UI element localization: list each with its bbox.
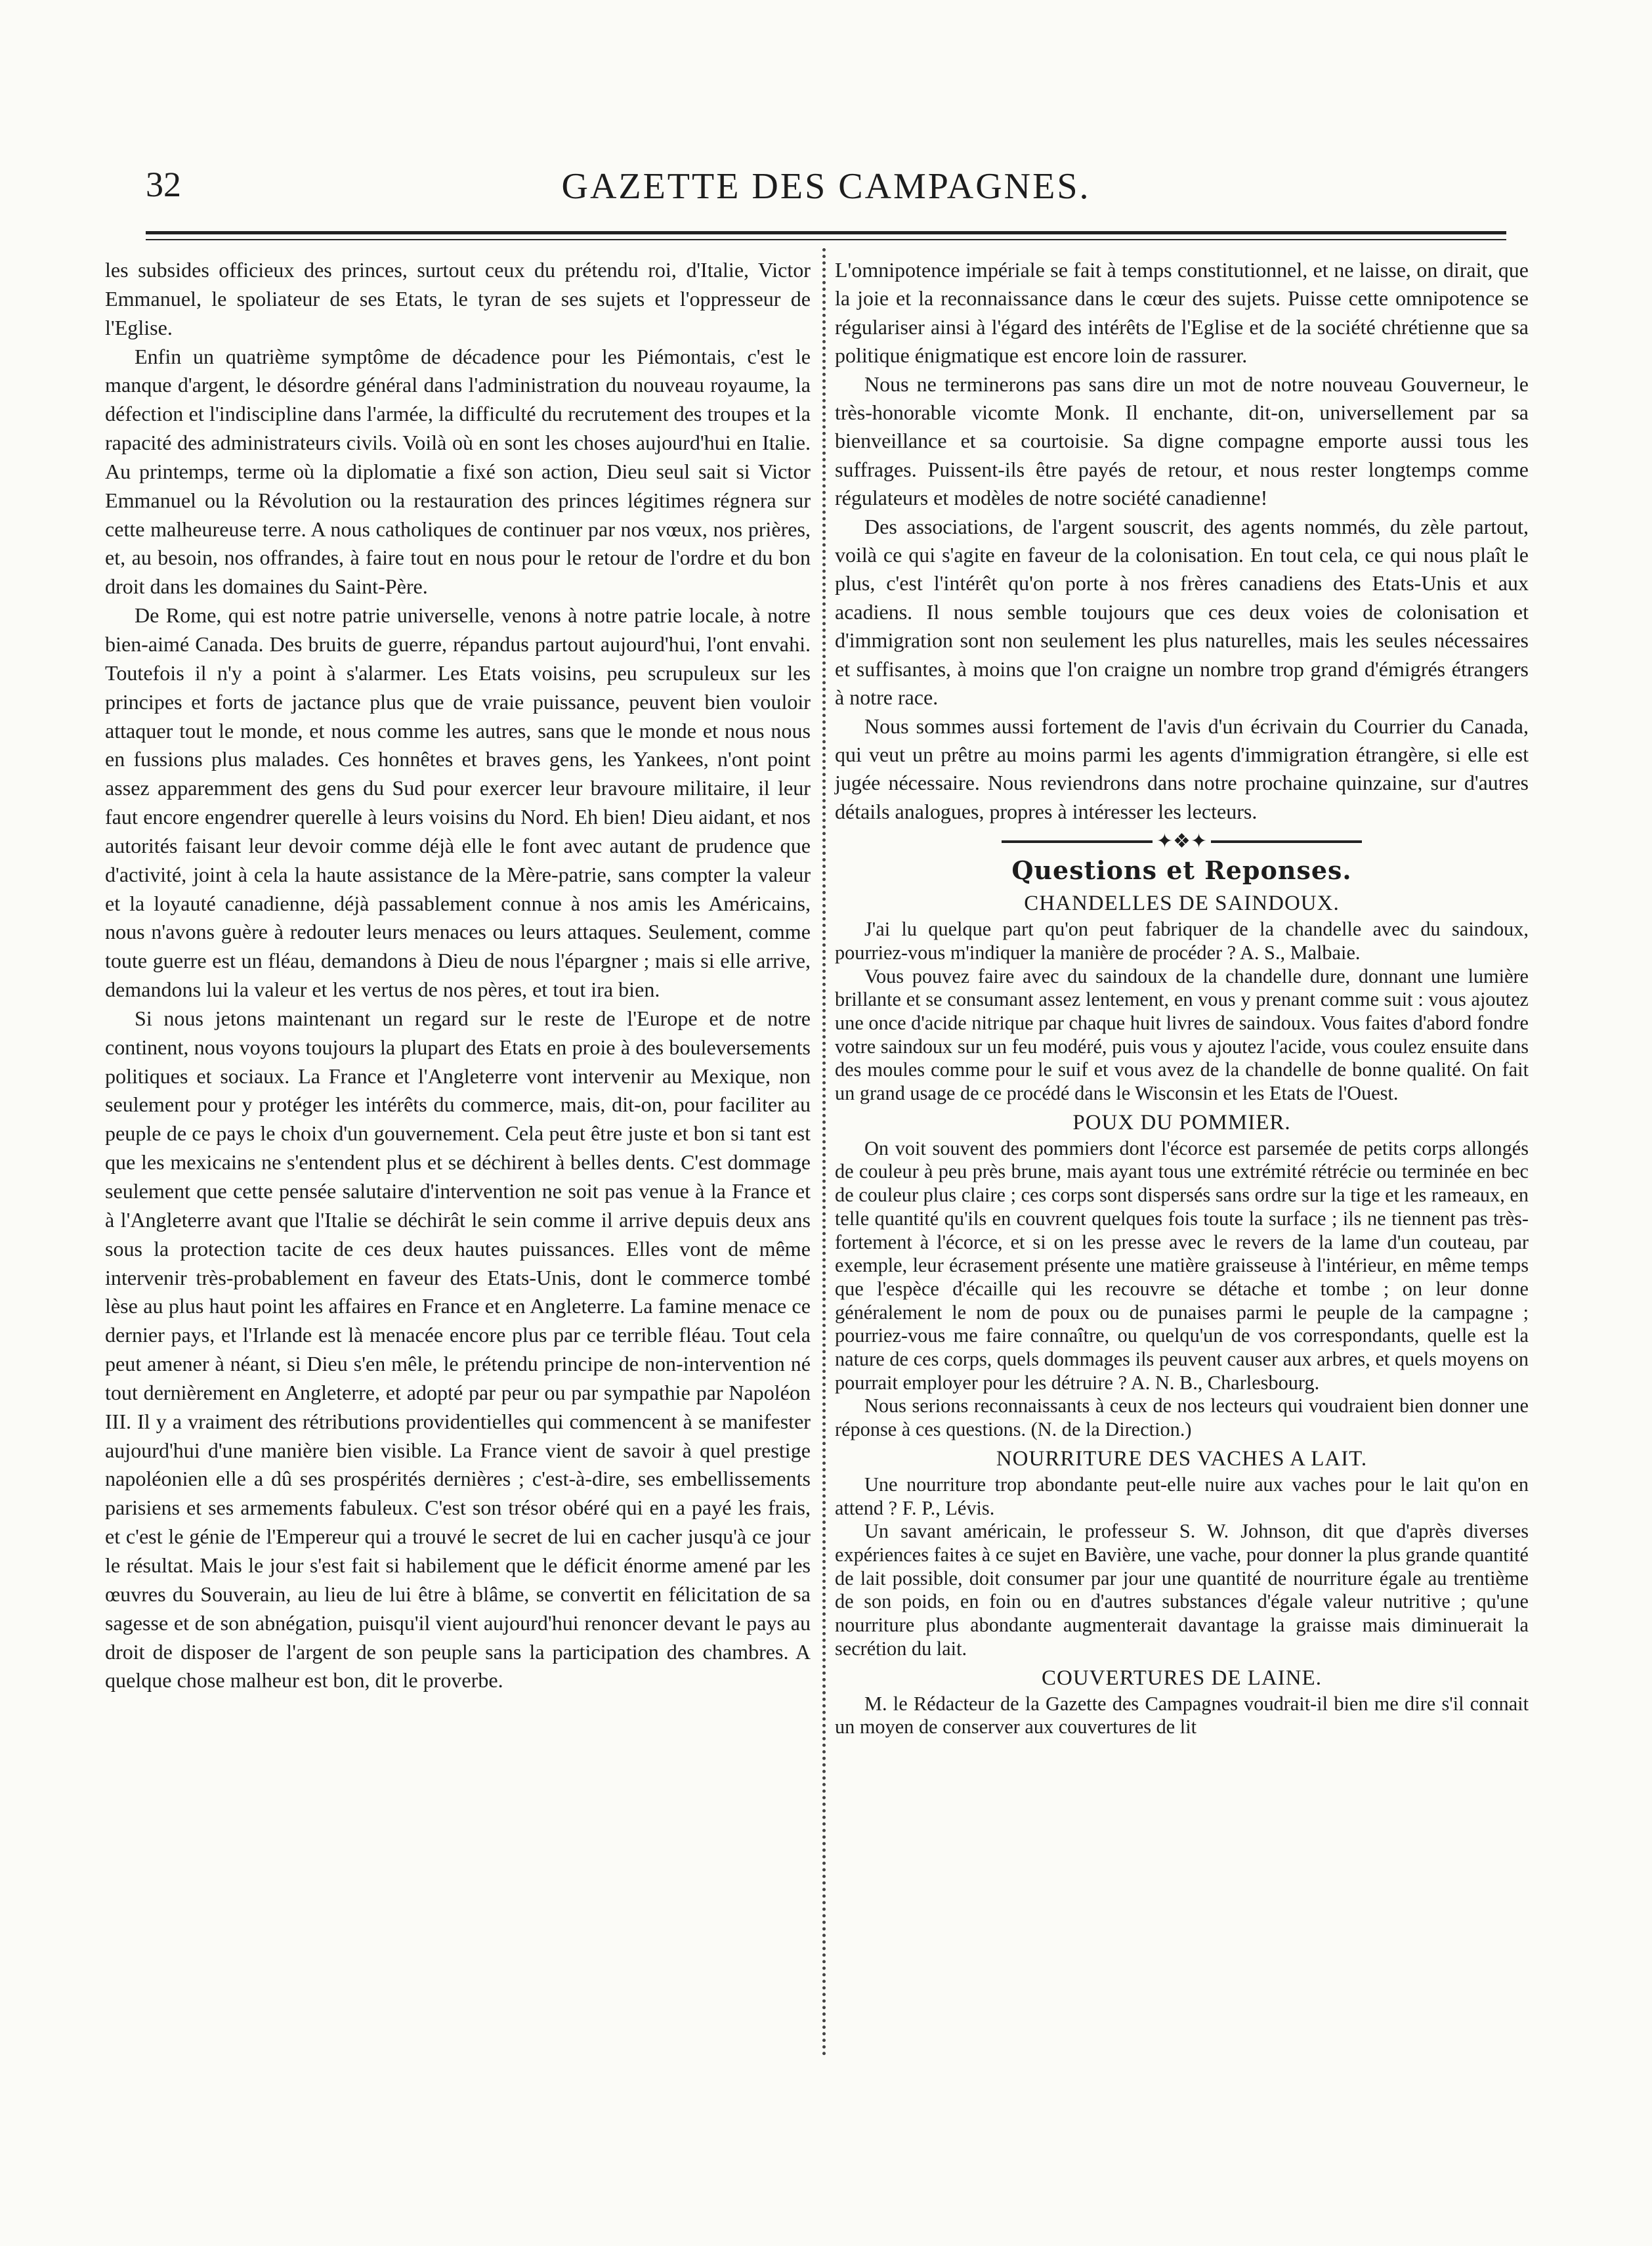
answer-text: Vous pouvez faire avec du saindoux de la chandelle dure, donnant une lumière brillante et se consumant assez lentement, en vous y prenant comme suit : vous ajoutez une once d'acide nitrique par chaque huit livres de saindoux. Vous faites d'abord fondre votre saindoux sur un feu modéré, puis vous y ajoutez l'acide, vous coulez ensuite dans des moules comme pour le suif et vous avez de la chandelle de bonne qualité. On fait un grand usage de ce procédé dans le Wisconsin et les Etats de l'Ouest. xyxy=(835,964,1529,1105)
question-heading: CHANDELLES DE SAINDOUX. xyxy=(1024,892,1340,916)
question-text: M. le Rédacteur de la Gazette des Campagnes voudrait-il bien me dire s'il connait un moyen de conserver aux couvertures de lit xyxy=(835,1692,1529,1738)
question-text: On voit souvent des pommiers dont l'écorce est parsemée de petits corps allongés de couleur à peu près brune, mais ayant tous une extrémité rétrécie ou terminée en bec de couleur plus claire ; ces corps sont dispersés sans ordre sur la tige et les rameaux, en telle quantité qu'ils en couvrent quelques fois toute la surface ; ils ne tiennent pas très-fortement à l'écorce, et si on les presse avec le revers de la lame d'un couteau, par exemple, leur écrasement présente une matière graisseuse à l'intérieur, en même temps que l'espèce d'écaille qui les recouvre se détache et tombe ; on leur donne généralement le nom de poux ou de punaises parmi le peuple de la campagne ; pourriez-vous me faire connaître, ou quelqu'un de vos correspondants, quelle est la nature de ces corps, quels dommages ils peuvent causer aux arbres, et quels moyens on pourrait employer pour les détruire ? A. N. B., Charlesbourg. xyxy=(835,1136,1529,1394)
paragraph: les subsides officieux des princes, surtout ceux du prétendu roi, d'Italie, Victor Emmanuel, le spoliateur de ses Etats, le tyran de ses sujets et l'oppresseur de l'Eglise. xyxy=(105,258,811,339)
page-header xyxy=(146,151,1506,217)
paragraph: Nous ne terminerons pas sans dire un mot de notre nouveau Gouverneur, le très-honorable vicomte Monk. Il enchante, dit-on, universellement par sa bienveillance et sa courtoisie. Sa digne compagne emporte aussi tous les suffrages. Puissent-ils être payés de retour, et nous rester longtemps comme régulateurs et modèles de notre société canadienne! xyxy=(835,372,1529,510)
right-column xyxy=(835,256,1529,1739)
newspaper-title: GAZETTE DES CAMPAGNES. xyxy=(561,166,1091,207)
section-title: Questions et Reponses. xyxy=(1011,855,1352,886)
question-text: Une nourriture trop abondante peut-elle nuire aux vaches pour le lait qu'on en attend ? F. P., Lévis. xyxy=(835,1473,1529,1519)
paragraph: De Rome, qui est notre patrie universelle, venons à notre patrie locale, à notre bien-aimé Canada. Des bruits de guerre, répandus partout aujourd'hui, l'ont envahi. Toutefois il n'y a point à s'alarmer. Les Etats voisins, peu scrupuleux sur les principes et forts de jactance plus que de vraie puissance, peuvent bien vouloir attaquer tout le monde, et nous comme les autres, sans que le monde et nous nous en fussions plus malades. Ces honnêtes et braves gens, les Yankees, n'ont point assez apparemment des gens du Sud pour exercer leur bravoure militaire, il leur faut encore engendrer querelle à leurs voisins du Nord. Eh bien! Dieu aidant, et nos autorités faisant leur devoir comme déjà elle le font avec autant de prudence que d'activité, joint à cela la haute assistance de la Mère-patrie, sans compter la valeur et la loyauté canadienne, déjà passablement connue à nos amis les Américains, nous n'avons guère à redouter leurs menaces ou leurs attaques. Seulement, comme toute guerre est un fléau, demandons à Dieu de nous l'épargner ; mais si elle arrive, demandons lui la valeur et les vertus de nos pères, et tout ira bien. xyxy=(105,603,811,1002)
column-divider xyxy=(822,248,826,2057)
question-text: J'ai lu quelque part qu'on peut fabriquer de la chandelle avec du saindoux, pourriez-vous m'indiquer la manière de procéder ? A. S., Malbaie. xyxy=(835,918,1529,964)
header-rule-thick xyxy=(146,231,1506,234)
header-rule-thin xyxy=(146,239,1506,240)
paragraph: Enfin un quatrième symptôme de décadence pour les Piémontais, c'est le manque d'argent, le désordre général dans l'administration du nouveau royaume, la défection et l'indiscipline dans l'armée, la difficulté du recrutement des troupes et la rapacité des administrateurs civils. Voilà où en sont les choses aujourd'hui en Italie. Au printemps, terme où la diplomatie a fixé son action, Dieu seul sait si Victor Emmanuel ou la Révolution ou la restauration des princes légitimes régnera sur cette malheureuse terre. A nous catholiques de continuer par nos vœux, nos prières, et, au besoin, nos offrandes, à faire tout en nous pour le retour de l'ordre et du bon droit dans les domaines du Saint-Père. xyxy=(105,344,811,599)
paragraph: L'omnipotence impériale se fait à temps constitutionnel, et ne laisse, on dirait, que la joie et la reconnaissance dans le cœur des sujets. Puisse cette omnipotence se régulariser ainsi à l'égard des intérêts de l'Eglise et de la société chrétienne que sa politique énigmatique est encore loin de rassurer. xyxy=(835,258,1529,368)
question-heading: NOURRITURE DES VACHES A LAIT. xyxy=(996,1446,1368,1471)
paragraph: Si nous jetons maintenant un regard sur le reste de l'Europe et de notre continent, nous voyons toujours la plupart des Etats en proie à des bouleversements politiques et sociaux. La France et l'Angleterre vont intervenir au Mexique, non seulement pour y protéger les intérêts du commerce, mais, dit-on, pour faciliter au peuple de ce pays le choix d'un gouvernement. Cela peut être juste et bon si tant est que les mexicains ne s'entendent plus et se déchirent à belles dents. C'est dommage seulement que cette pensée salutaire d'intervention ne soit pas venue à la France et à l'Angleterre avant que l'Italie se déchirât le sein comme il arrive depuis deux ans sous la protection tacite de ces deux hautes puissances. Elles vont de même intervenir très-probablement en faveur des Etats-Unis, dont le commerce tombé lèse au plus haut point les affaires en France et en Angleterre. La famine menace ce dernier pays, et l'Irlande est là menacée encore plus par ce terrible fléau. Tout cela peut amener à néant, si Dieu s'en mêle, le prétendu principe de non-intervention né tout dernièrement en Angleterre, et adopté par peur ou par sympathie par Napoléon III. Il y a vraiment des rétributions providentielles qui commencent à se manifester aujourd'hui d'une manière bien visible. La France vient de savoir à quel prestige napoléonien elle a dû ses prospérités dernières ; c'est-à-dire, ses embellissements parisiens et ses armements fabuleux. C'est son trésor obéré qui en a payé les frais, et c'est le génie de l'Empereur qui a trouvé le secret de lui en cacher jusqu'à ce jour le résultat. Mais le jour s'est fait si habilement que le déficit énorme amené par les œuvres du Souverain, au lieu de lui être à blâme, se convertit en félicitation de sa sagesse et de son abnégation, puisqu'il vient aujourd'hui renoncer devant le pays au droit de disposer de l'argent de son peuple sans la participation des chambres. A quelque chose malheur est bon, dit le proverbe. xyxy=(105,1006,811,1693)
page-number: 32 xyxy=(146,165,181,204)
answer-text: Nous serions reconnaissants à ceux de nos lecteurs qui voudraient bien donner une réponse à ces questions. (N. de la Direction.) xyxy=(835,1394,1529,1441)
question-heading: COUVERTURES DE LAINE. xyxy=(1042,1666,1322,1690)
left-column xyxy=(105,256,811,1695)
question-heading: POUX DU POMMIER. xyxy=(1072,1110,1291,1134)
paragraph: Des associations, de l'argent souscrit, des agents nommés, du zèle partout, voilà ce qui s'agite en faveur de la colonisation. En tout cela, ce qui nous plaît le plus, c'est l'intérêt qu'on porte à nos frères canadiens des Etats-Unis et aux acadiens. Il nous semble toujours que ces deux voies de colonisation et d'immigration sont non seulement les plus naturelles, mais les seules nécessaires et suffisantes, à moins que l'on craigne un nombre trop grand d'émigrés étrangers à notre race. xyxy=(835,514,1529,710)
section-ornament: ✦❖✦ xyxy=(835,829,1529,852)
answer-text: Un savant américain, le professeur S. W. Johnson, dit que d'après diverses expériences faites à ce sujet en Bavière, une vache, pour donner la plus grande quantité de lait possible, doit consumer par jour une quantité de nourriture égale au trentième de son poids, en foin ou en d'autres substances d'égale valeur nutritive ; qu'une nourriture plus abondante augmenterait davantage la graisse mais diminuerait la secrétion du lait. xyxy=(835,1520,1529,1660)
paragraph: Nous sommes aussi fortement de l'avis d'un écrivain du Courrier du Canada, qui veut un prêtre au moins parmi les agents d'immigration étrangère, si elle est jugée nécessaire. Nous reviendrons dans notre prochaine quinzaine, sur d'autres détails analogues, propres à intéresser les lecteurs. xyxy=(835,714,1529,823)
